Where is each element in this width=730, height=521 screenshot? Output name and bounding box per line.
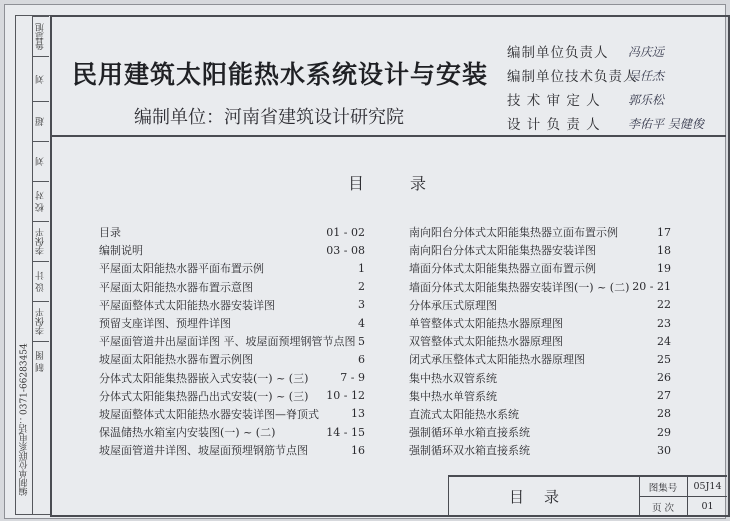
strip-cell-2: 刘 [32,56,49,102]
strip-cell-1: 鲁慧旭 [32,16,49,57]
toc-heading-left: 目 [348,174,365,193]
toc-entry[interactable] [99,332,365,350]
toc-entry-title: 墙面分体式太阳能集热器安装详图(一) ~ (二) [409,280,630,294]
credit-row [507,63,722,87]
toc-entry-title: 墙面分体式太阳能集热器立面布置示例 [409,262,596,276]
toc-entry-page: 1 [358,261,365,275]
toc-entry-page: 30 [657,443,671,457]
toc-entry-title: 闭式承压整体式太阳能热水器原理图 [409,353,585,367]
strip-cell-6: 李保平 [32,221,49,262]
toc-entry-title: 平屋面太阳能热水器平面布置示例 [99,262,264,276]
toc-entry[interactable] [99,405,365,423]
strip-cell-5: 校 对 [32,181,49,222]
title-block [448,475,727,515]
toc-entry-page: 22 [657,298,671,312]
toc-entry-page: 24 [657,334,671,348]
credit-row [507,111,722,135]
toc-entry-page: 28 [657,407,671,421]
strip-cell-9: 制 图 [32,341,49,382]
toc-entry-title: 南向阳台分体式太阳能集热器安装详图 [409,244,596,258]
toc-entry-title: 分体式太阳能集热器凸出式安装(一) ~ (三) [99,389,309,403]
toc-entry[interactable] [409,278,671,296]
strip-cell-7: 设 计 [32,261,49,302]
page-title: 民用建筑太阳能热水系统设计与安装 [72,60,489,89]
toc-entry[interactable] [409,296,671,314]
toc-entry-title: 集中热水单管系统 [409,389,497,403]
toc-entry-page: 01 - 02 [326,225,365,239]
toc-entry-page: 18 [657,243,671,257]
credit-signature: 冯庆远 [628,44,665,59]
binding-strip-approval-column [32,16,49,514]
toc-entry-title: 双管整体式太阳能热水器原理图 [409,335,563,349]
toc-entry-title: 分体承压式原理图 [409,298,497,312]
strip-cell-8: 李保平 [32,301,49,342]
toc-entry[interactable] [409,223,671,241]
toc-entry-title: 强制循环单水箱直接系统 [409,426,530,440]
toc-entry-page: 14 - 15 [326,425,365,439]
credit-signature: 吴任杰 [628,68,665,83]
binding-strip [15,15,50,515]
toc-entry-page: 2 [358,280,365,294]
toc-entry[interactable] [99,241,365,259]
toc-entry-page: 17 [657,225,671,239]
toc-heading-right: 录 [410,174,427,193]
toc-entry-page: 6 [358,352,365,366]
toc-left-column [99,223,365,459]
toc-entry[interactable] [409,405,671,423]
toc-entry-title: 保温储热水箱室内安装图(一) ~ (二) [99,426,276,440]
credit-label: 设 计 负 责 人 [507,117,601,133]
toc-entry[interactable] [409,350,671,368]
atlas-value: 05J14 [693,481,722,492]
toc-entry-title: 坡屋面整体式太阳能热水器安装详图—脊顶式 [99,407,319,421]
toc-entry-title: 平屋面管道井出屋面详图 平、坡屋面预埋钢管节点图 [99,335,356,349]
toc-entry-title: 平屋面太阳能热水器布置示意图 [99,280,253,294]
strip-cell-3: 超 [32,101,49,142]
toc-entry[interactable] [99,369,365,387]
toc-entry-title: 分体式太阳能集热器嵌入式安装(一) ~ (三) [99,371,309,385]
page-label: 页 次 [639,497,688,516]
atlas-label: 图集号 [639,477,688,496]
toc-entry[interactable] [99,296,365,314]
toc-right-column [409,223,671,459]
page-row [639,497,727,516]
toc-entry-page: 25 [657,352,671,366]
toc-entry-page: 13 [351,407,365,421]
toc-entry[interactable] [409,259,671,277]
toc-entry-title: 坡屋面管道井详图、坡屋面预埋钢筋节点图 [99,444,308,458]
toc-entry-page: 4 [358,316,365,330]
toc-entry-page: 7 - 9 [340,371,365,385]
toc-entry-title: 直流式太阳能热水系统 [409,407,519,421]
toc-entry-page: 3 [358,298,365,312]
credit-signature: 郭乐松 [628,92,665,107]
toc-entry-page: 16 [351,443,365,457]
toc-entry[interactable] [409,441,671,459]
toc-entry-page: 27 [657,389,671,403]
toc-entry-title: 平屋面整体式太阳能热水器安装详图 [99,298,275,312]
toc-entry[interactable] [99,223,365,241]
title-block-name: 目录 [449,477,640,515]
credit-label: 编制单位负责人 [507,45,609,61]
credit-signature: 李佑平 吴健俊 [628,116,704,131]
toc-entry[interactable] [409,369,671,387]
toc-entry-title: 南向阳台分体式太阳能集热器立面布置示例 [409,226,618,240]
toc-entry-page: 5 [358,334,365,348]
toc-entry[interactable] [409,387,671,405]
toc-entry-page: 23 [657,316,671,330]
strip-cell-4: 刘 [32,141,49,182]
toc-entry-page: 10 - 12 [326,389,365,403]
toc-entry-title: 编制说明 [99,244,143,258]
toc-entry[interactable] [99,314,365,332]
page-subtitle: 编制单位：河南省建筑设计研究院 [134,107,404,128]
toc-entry[interactable] [409,241,671,259]
atlas-row [639,477,727,497]
credit-label: 技 术 审 定 人 [507,93,601,109]
credits-list [507,39,722,135]
toc-entry[interactable] [409,314,671,332]
toc-entry[interactable] [409,332,671,350]
toc-entry[interactable] [99,278,365,296]
toc-entry-title: 强制循环双水箱直接系统 [409,444,530,458]
toc-entry-page: 19 [657,261,671,275]
toc-entry-page: 03 - 08 [326,243,365,257]
toc-entry-title: 坡屋面太阳能热水器布置示例图 [99,353,253,367]
title-block-grid [639,477,727,515]
toc-entry-title: 预留支座详图、预埋件详图 [99,317,231,331]
page-value: 01 [701,501,714,512]
toc-entry-page: 29 [657,425,671,439]
toc-entry[interactable] [99,350,365,368]
toc-entry-title: 单管整体式太阳能热水器原理图 [409,317,563,331]
toc-entry[interactable] [99,423,365,441]
toc-entry-title: 目录 [99,226,121,240]
drawing-sheet [4,4,726,519]
credit-row [507,87,722,111]
toc-entry-title: 集中热水双管系统 [409,371,497,385]
credit-label: 编制单位技术负责人 [507,69,638,85]
toc-entry[interactable] [99,387,365,405]
toc-entry[interactable] [99,259,365,277]
toc-entry-page: 20 - 21 [632,280,671,294]
toc-entry[interactable] [99,441,365,459]
credit-row [507,39,722,63]
toc-entry[interactable] [409,423,671,441]
toc-entry-page: 26 [657,371,671,385]
binding-strip-contact-column [16,16,33,514]
contact-phone: 编制单位联系电话：0371-66283454 [19,343,30,496]
header [52,17,726,137]
